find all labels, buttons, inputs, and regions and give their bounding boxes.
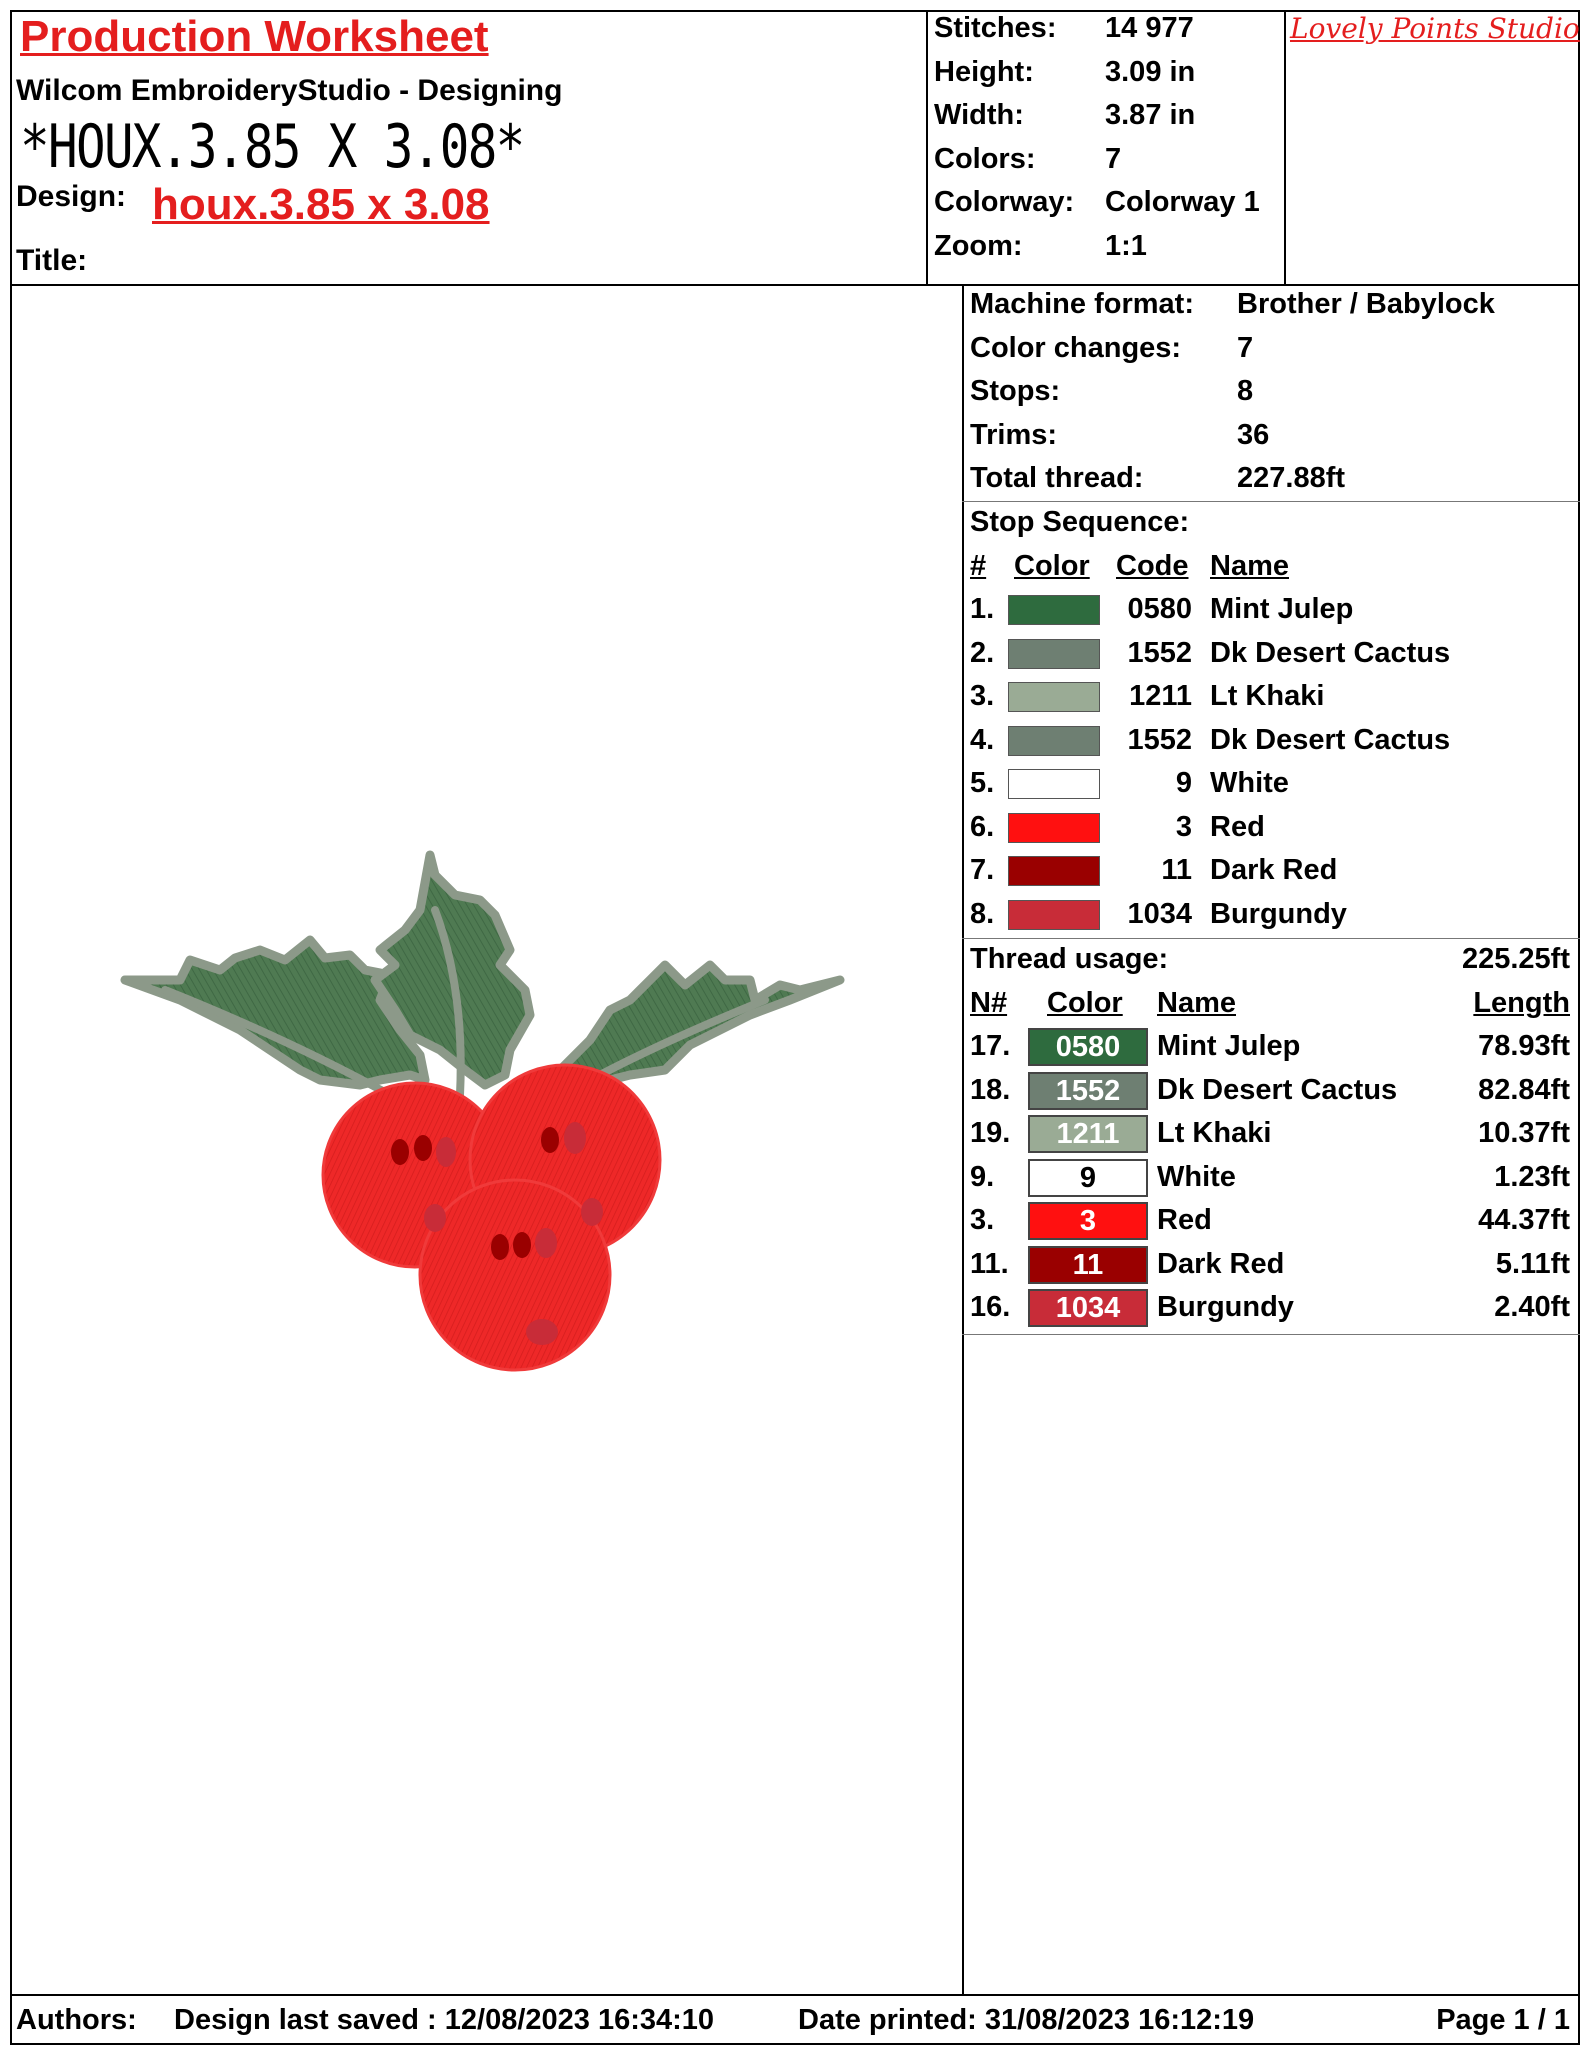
stop-number: 4. — [970, 723, 995, 756]
thread-color-swatch: 11 — [1028, 1246, 1148, 1284]
brand-split-line — [1284, 10, 1286, 286]
brand-logo: Lovely Points Studio — [1290, 12, 1580, 45]
thread-color-swatch: 1552 — [1028, 1072, 1148, 1110]
stop-code: 9 — [1175, 767, 1192, 799]
stop-code: 1211 — [1129, 680, 1192, 712]
stat-label: Width: — [934, 99, 1024, 131]
thread-number: 17. — [970, 1030, 1011, 1062]
stop-number: 3. — [970, 680, 995, 712]
thread-number: 18. — [970, 1073, 1011, 1106]
thread-usage-total: 225.25ft — [1461, 943, 1570, 975]
stop-color-swatch — [1008, 769, 1100, 799]
stop-color-swatch — [1008, 900, 1100, 930]
stop-number: 8. — [970, 897, 995, 930]
thread-name: Dark Red — [1157, 1247, 1285, 1280]
thread-header-num: N# — [970, 987, 1008, 1019]
thread-length: 10.37ft — [1478, 1117, 1570, 1149]
stop-number: 6. — [970, 810, 995, 843]
thread-length: 82.84ft — [1478, 1073, 1570, 1106]
machine-value: 7 — [1237, 331, 1254, 364]
stop-color-swatch — [1008, 856, 1100, 886]
footer-date-printed: Date printed: 31/08/2023 16:12:19 — [798, 2004, 1255, 2036]
stop-code: 1552 — [1127, 636, 1192, 669]
stop-color-swatch — [1008, 813, 1100, 843]
stop-number: 2. — [970, 636, 995, 669]
stop-number: 5. — [970, 767, 995, 799]
stop-color-swatch — [1008, 639, 1100, 669]
app-name: Wilcom EmbroideryStudio - Designing — [16, 74, 563, 107]
stat-label: Colors: — [934, 142, 1036, 175]
stop-name: White — [1210, 767, 1289, 799]
machine-value: Brother / Babylock — [1237, 288, 1495, 320]
file-name: *HOUX.3.85 X 3.08* — [20, 112, 524, 182]
thread-color-swatch: 3 — [1028, 1202, 1148, 1240]
stop-header-num: # — [970, 550, 987, 582]
stop-number: 7. — [970, 854, 995, 886]
footer-last-saved: Design last saved : 12/08/2023 16:34:10 — [174, 2004, 715, 2036]
thread-color-swatch: 9 — [1028, 1159, 1148, 1197]
stop-code: 1034 — [1127, 897, 1192, 930]
stop-color-swatch — [1008, 682, 1100, 712]
thread-name: Lt Khaki — [1157, 1117, 1272, 1149]
stop-name: Burgundy — [1210, 897, 1347, 930]
stop-name: Dark Red — [1210, 854, 1338, 886]
stop-code: 1552 — [1127, 723, 1192, 756]
holly-leaf-right — [550, 965, 840, 1085]
machine-label: Trims: — [970, 418, 1058, 451]
machine-label: Total thread: — [970, 462, 1144, 494]
stat-label: Zoom: — [934, 229, 1023, 262]
stop-header-color: Color — [1014, 550, 1090, 582]
stop-sequence-title: Stop Sequence: — [970, 506, 1190, 538]
stat-value: 14 977 — [1105, 12, 1194, 44]
thread-length: 2.40ft — [1494, 1291, 1570, 1323]
stop-color-swatch — [1008, 595, 1100, 625]
stop-number: 1. — [970, 593, 995, 625]
thread-color-swatch: 1034 — [1028, 1289, 1148, 1327]
stop-name: Dk Desert Cactus — [1210, 636, 1451, 669]
stop-name: Dk Desert Cactus — [1210, 723, 1451, 756]
thread-length: 1.23ft — [1494, 1160, 1570, 1193]
machine-label: Color changes: — [970, 331, 1182, 364]
thread-length: 78.93ft — [1478, 1030, 1570, 1062]
thread-name: Dk Desert Cactus — [1157, 1073, 1398, 1106]
thread-header-color: Color — [1047, 987, 1123, 1019]
design-preview — [110, 840, 860, 1440]
machine-label: Stops: — [970, 375, 1061, 407]
footer-page: Page 1 / 1 — [1436, 2004, 1570, 2036]
stat-label: Height: — [934, 55, 1034, 88]
machine-value: 36 — [1237, 418, 1270, 451]
stop-header-code: Code — [1116, 550, 1189, 582]
thread-number: 3. — [970, 1204, 995, 1236]
stat-value: 3.09 in — [1105, 55, 1196, 88]
thread-divider — [962, 1334, 1580, 1335]
panel-split-line — [962, 284, 964, 1994]
thread-length: 44.37ft — [1478, 1204, 1570, 1236]
thread-number: 19. — [970, 1117, 1011, 1149]
machine-value: 227.88ft — [1237, 462, 1346, 494]
stat-value: 7 — [1105, 142, 1122, 175]
footer-divider — [10, 1994, 1580, 1996]
stop-color-swatch — [1008, 726, 1100, 756]
thread-header-name: Name — [1157, 987, 1236, 1019]
thread-name: Mint Julep — [1157, 1030, 1301, 1062]
stop-code: 0580 — [1127, 593, 1192, 625]
stop-name: Mint Julep — [1210, 593, 1354, 625]
holly-leaf-left — [125, 940, 425, 1085]
thread-name: Burgundy — [1157, 1291, 1294, 1323]
thread-number: 9. — [970, 1160, 995, 1193]
thread-color-swatch: 1211 — [1028, 1115, 1148, 1153]
page-title: Production Worksheet — [20, 12, 489, 61]
design-label: Design: — [16, 180, 127, 213]
thread-name: Red — [1157, 1204, 1212, 1236]
stat-label: Colorway: — [934, 186, 1075, 218]
header-divider — [10, 284, 1580, 286]
machine-divider — [962, 501, 1580, 502]
stop-code: 3 — [1175, 810, 1192, 843]
thread-header-length: Length — [1473, 987, 1570, 1019]
thread-number: 11. — [970, 1247, 1009, 1280]
stops-divider — [962, 938, 1580, 939]
machine-value: 8 — [1237, 375, 1254, 407]
machine-label: Machine format: — [970, 288, 1194, 320]
stop-name: Red — [1210, 810, 1265, 843]
thread-length: 5.11ft — [1495, 1247, 1570, 1280]
stat-value: 3.87 in — [1105, 99, 1196, 131]
stop-code: 11 — [1161, 854, 1192, 886]
stop-header-name: Name — [1210, 550, 1289, 582]
title-label: Title: — [16, 244, 88, 277]
design-name: houx.3.85 x 3.08 — [152, 180, 490, 229]
stat-value: Colorway 1 — [1105, 186, 1260, 218]
stop-name: Lt Khaki — [1210, 680, 1325, 712]
stat-value: 1:1 — [1105, 229, 1147, 262]
thread-usage-title: Thread usage: — [970, 943, 1169, 975]
stat-label: Stitches: — [934, 12, 1057, 44]
footer-authors: Authors: — [16, 2004, 137, 2036]
thread-name: White — [1157, 1160, 1236, 1193]
header-split-line — [926, 10, 928, 286]
thread-color-swatch: 0580 — [1028, 1028, 1148, 1066]
thread-number: 16. — [970, 1291, 1011, 1323]
